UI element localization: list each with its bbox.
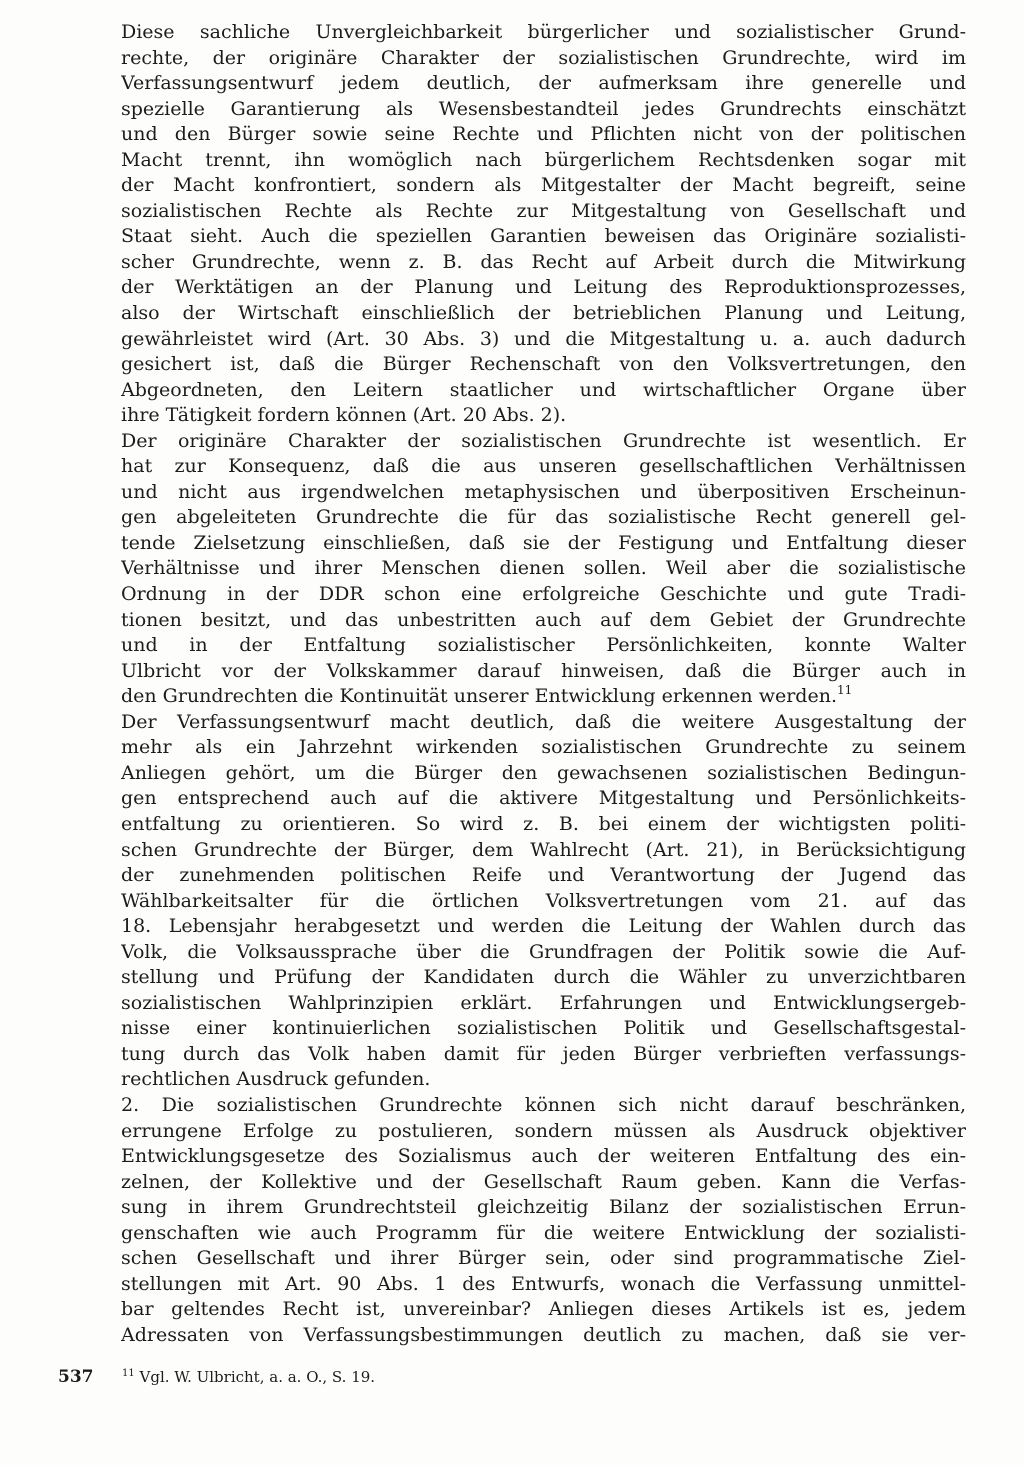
text-line: 18. Lebensjahr herabgesetzt und werden die Leitung der Wahlen durch das [121, 915, 966, 938]
text-line: nisse einer kontinuierlichen sozialistischen Politik und Gesellschaftsgestal- [121, 1017, 966, 1040]
text-line: gen abgeleiteten Grundrechte die für das sozialistische Recht generell gel- [121, 506, 966, 529]
text-line: Entwicklungsgesetze des Sozialismus auch der weiteren Entfaltung des ein- [121, 1145, 966, 1168]
text-line: sung in ihrem Grundrechtsteil gleichzeitig Bilanz der sozialistischen Errun- [121, 1196, 966, 1219]
text-line: schen Grundrechte der Bürger, dem Wahlrecht (Art. 21), in Berücksichtigung [121, 838, 966, 861]
text-line: und in der Entfaltung sozialistischer Persönlichkeiten, konnte Walter [121, 634, 966, 657]
text-line: Wählbarkeitsalter für die örtlichen Volksvertretungen vom 21. auf das [121, 889, 966, 912]
page-number: 537 [58, 1367, 94, 1387]
text-line: 2. Die sozialistischen Grundrechte können sich nicht darauf beschränken, [121, 1093, 966, 1116]
text-line: der Macht konfrontiert, sondern als Mitgestalter der Macht begreift, seine [121, 174, 966, 197]
text-line: errungene Erfolge zu postulieren, sondern müssen als Ausdruck objektiver [121, 1119, 966, 1142]
text-line: Ulbricht vor der Volkskammer darauf hinweisen, daß die Bürger auch in [121, 659, 966, 682]
text-line: Verfassungsentwurf jedem deutlich, der aufmerksam ihre generelle und [121, 72, 966, 95]
text-line: stellung und Prüfung der Kandidaten durch die Wähler zu unverzichtbaren [121, 966, 966, 989]
text-line: Der Verfassungsentwurf macht deutlich, daß die weitere Ausgestaltung der [121, 710, 966, 733]
text-line: Der originäre Charakter der sozialistischen Grundrechte ist wesentlich. Er [121, 429, 966, 452]
text-line: rechtlichen Ausdruck gefunden. [121, 1068, 431, 1091]
footnote-mark: 11 [122, 1368, 135, 1379]
text-line: genschaften wie auch Programm für die weitere Entwicklung der sozialisti- [121, 1221, 966, 1244]
text-line: Volk, die Volksaussprache über die Grundfragen der Politik sowie die Auf- [121, 940, 966, 963]
text-line: sozialistischen Rechte als Rechte zur Mitgestaltung von Gesellschaft und [121, 199, 966, 222]
text-line: rechte, der originäre Charakter der sozialistischen Grundrechte, wird im [121, 46, 966, 69]
text-line: also der Wirtschaft einschließlich der betrieblichen Planung und Leitung, [121, 302, 966, 325]
text-line: der Werktätigen an der Planung und Leitung des Reproduktionsprozesses, [121, 276, 966, 299]
text-line: mehr als ein Jahrzehnt wirkenden sozialistischen Grundrechte zu seinem [121, 736, 966, 759]
text-line: entfaltung zu orientieren. So wird z. B. bei einem der wichtigsten politi- [121, 812, 966, 835]
text-line: und den Bürger sowie seine Rechte und Pflichten nicht von der politischen [121, 123, 966, 146]
text-line: Verhältnisse und ihrer Menschen dienen sollen. Weil aber die sozialistische [121, 557, 966, 580]
text-line: Diese sachliche Unvergleichbarkeit bürgerlicher und sozialistischer Grund- [121, 21, 966, 43]
text-line: ihre Tätigkeit fordern können (Art. 20 Abs. 2). [121, 404, 567, 427]
footnote [122, 1365, 375, 1389]
text-line: bar geltendes Recht ist, unvereinbar? Anliegen dieses Artikels ist es, jedem [121, 1298, 966, 1321]
text-line-with-footnote-ref [121, 684, 966, 710]
text-line: Ordnung in der DDR schon eine erfolgreiche Geschichte und gute Tradi- [121, 583, 966, 606]
text-line: tionen besitzt, und das unbestritten auch auf dem Gebiet der Grundrechte [121, 608, 966, 631]
text-line: gewährleistet wird (Art. 30 Abs. 3) und die Mitgestaltung u. a. auch dadurch [121, 327, 966, 350]
text-line: gesichert ist, daß die Bürger Rechenschaft von den Volksvertretungen, den [121, 353, 966, 376]
text-line: scher Grundrechte, wenn z. B. das Recht auf Arbeit durch die Mitwirkung [121, 250, 966, 273]
text-line: gen entsprechend auch auf die aktivere Mitgestaltung und Persönlichkeits- [121, 787, 966, 810]
text-line: tung durch das Volk haben damit für jeden Bürger verbrieften verfassungs- [121, 1042, 966, 1065]
text-line: Staat sieht. Auch die speziellen Garantien beweisen das Originäre sozialisti- [121, 225, 966, 248]
text-line: und nicht aus irgendwelchen metaphysischen und überpositiven Erscheinun- [121, 480, 966, 503]
body-text [121, 20, 966, 1348]
text-line: zelnen, der Kollektive und der Gesellschaft Raum geben. Kann die Verfas- [121, 1170, 966, 1193]
text-line: spezielle Garantierung als Wesensbestandteil jedes Grundrechts einschätzt [121, 97, 966, 120]
text-line: hat zur Konsequenz, daß die aus unseren gesellschaftlichen Verhältnissen [121, 455, 966, 478]
text-line: tende Zielsetzung einschließen, daß sie der Festigung und Entfaltung dieser [121, 531, 966, 554]
text-line: der zunehmenden politischen Reife und Verantwortung der Jugend das [121, 864, 966, 887]
text-line: sozialistischen Wahlprinzipien erklärt. Erfahrungen und Entwicklungsergeb- [121, 991, 966, 1014]
text-line: stellungen mit Art. 90 Abs. 1 des Entwurfs, wonach die Verfassung unmittel- [121, 1272, 966, 1295]
footnote-reference: 11 [836, 684, 853, 698]
page-footer [58, 1365, 958, 1389]
text-line: Adressaten von Verfassungsbestimmungen deutlich zu machen, daß sie ver- [121, 1323, 966, 1346]
text-line-content: den Grundrechten die Kontinuität unserer Entwicklung erkennen werden. [121, 685, 837, 708]
text-line: Abgeordneten, den Leitern staatlicher und wirtschaftlicher Organe über [121, 378, 966, 401]
text-line: schen Gesellschaft und ihrer Bürger sein, oder sind programmatische Ziel- [121, 1247, 966, 1270]
text-line: Macht trennt, ihn womöglich nach bürgerlichem Rechtsdenken sogar mit [121, 148, 966, 171]
text-line: Anliegen gehört, um die Bürger den gewachsenen sozialistischen Bedingun- [121, 761, 966, 784]
footnote-text: Vgl. W. Ulbricht, a. a. O., S. 19. [139, 1368, 376, 1386]
